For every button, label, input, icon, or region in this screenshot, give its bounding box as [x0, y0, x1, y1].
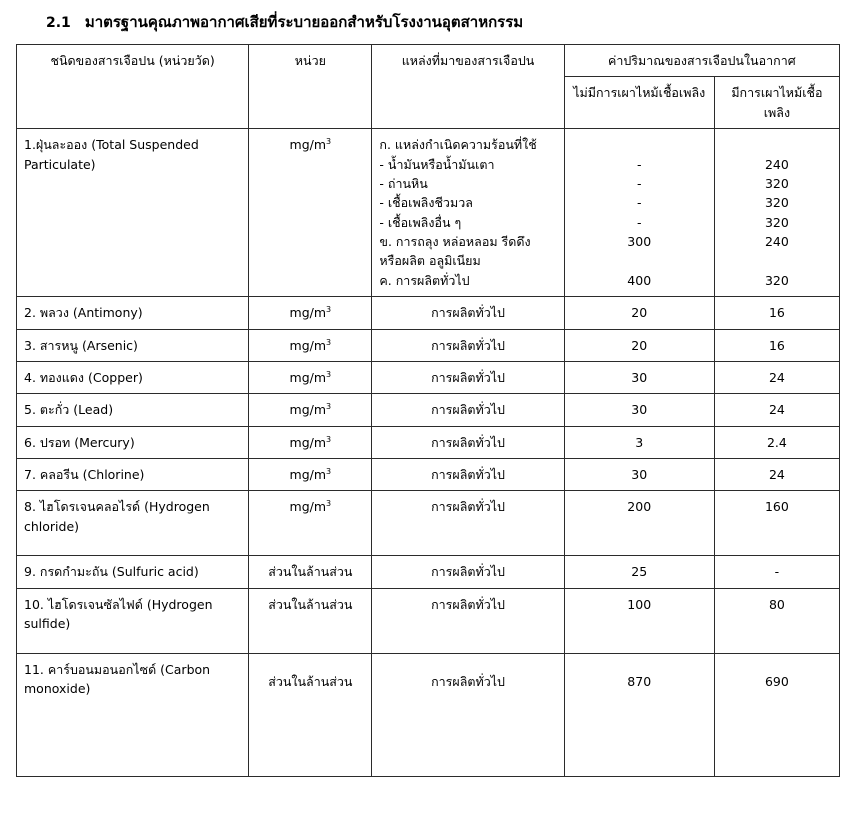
- cell-value-with-fuel: 24: [714, 394, 839, 426]
- unit-text: mg/m: [289, 137, 327, 153]
- source-line: หรือผลิต อลูมิเนียม: [379, 253, 481, 269]
- table-row: [17, 459, 840, 491]
- cell-value-no-fuel: 30: [564, 394, 714, 426]
- table-row: [17, 394, 840, 426]
- table-row: [17, 556, 840, 588]
- source-line: - เชื้อเพลิงอื่น ๆ: [379, 214, 462, 230]
- value-line: [722, 251, 832, 270]
- cell-value-with-fuel: 80: [714, 588, 839, 653]
- cell-unit: [249, 394, 372, 426]
- cell-value-no-fuel: 3: [564, 426, 714, 458]
- value-line: 240: [764, 234, 789, 249]
- source-line: - เชื้อเพลิงชีวมวล: [379, 195, 473, 211]
- unit-exponent: 3: [326, 499, 332, 509]
- cell-value-with-fuel: 690: [714, 653, 839, 776]
- unit-exponent: 3: [326, 402, 332, 412]
- source-line: ข. การถลุง หล่อหลอม รีดดึง: [379, 234, 531, 249]
- cell-type: 2. พลวง (Antimony): [17, 297, 249, 329]
- cell-type: 10. ไฮโดรเจนซัลไฟด์ (Hydrogen sulfide): [17, 588, 249, 653]
- value-line: 320: [764, 195, 789, 211]
- cell-source: การผลิตทั่วไป: [372, 556, 564, 588]
- table-row: [17, 491, 840, 556]
- cell-source: การผลิตทั่วไป: [372, 459, 564, 491]
- cell-source-list: [372, 129, 564, 297]
- cell-value-with-fuel: 160: [714, 491, 839, 556]
- cell-value-with-fuel: 24: [714, 361, 839, 393]
- source-line: - ถ่านหิน: [379, 175, 428, 191]
- air-quality-standards-table: [16, 44, 840, 777]
- unit-text: mg/m: [289, 305, 327, 321]
- cell-unit: [249, 129, 372, 297]
- header-value-group: ค่าปริมาณของสารเจือปนในอากาศ: [564, 45, 839, 77]
- cell-value-no-fuel: 200: [564, 491, 714, 556]
- unit-text: ส่วนในล้านส่วน: [268, 673, 353, 689]
- value-line: 240: [764, 156, 789, 172]
- value-line: 320: [764, 214, 789, 230]
- value-line: 400: [627, 272, 652, 288]
- value-line: -: [636, 156, 642, 172]
- header-source: แหล่งที่มาของสารเจือปน: [372, 45, 564, 129]
- unit-exponent: 3: [326, 337, 332, 347]
- unit-text: mg/m: [289, 467, 327, 482]
- cell-values-with-fuel: [714, 129, 839, 297]
- unit-exponent: 3: [326, 434, 332, 444]
- cell-values-no-fuel: [564, 129, 714, 297]
- table-row: [17, 361, 840, 393]
- cell-source: การผลิตทั่วไป: [372, 297, 564, 329]
- header-type: ชนิดของสารเจือปน (หน่วยวัด): [17, 45, 249, 129]
- cell-value-with-fuel: 16: [714, 329, 839, 361]
- cell-value-with-fuel: 2.4: [714, 426, 839, 458]
- table-row: [17, 653, 840, 776]
- cell-value-no-fuel: 100: [564, 588, 714, 653]
- value-line: -: [636, 214, 642, 230]
- page-title: มาตรฐานคุณภาพอากาศเสียที่ระบายออกสำหรับโรงงานอุตสาหกรรม: [84, 13, 524, 31]
- cell-value-with-fuel: 16: [714, 297, 839, 329]
- table-row: [17, 129, 840, 297]
- cell-unit: [249, 426, 372, 458]
- cell-unit: [249, 491, 372, 556]
- cell-type: 1.ฝุ่นละออง (Total Suspended Particulate): [17, 129, 249, 297]
- value-line: [572, 251, 707, 270]
- source-line: ก. แหล่งกำเนิดความร้อนที่ใช้: [379, 137, 537, 153]
- table-row: [17, 329, 840, 361]
- cell-type: 6. ปรอท (Mercury): [17, 426, 249, 458]
- cell-type: 7. คลอรีน (Chlorine): [17, 459, 249, 491]
- cell-type: 9. กรดกำมะถัน (Sulfuric acid): [17, 556, 249, 588]
- header-value-with-fuel: มีการเผาไหม้เชื้อเพลิง: [714, 77, 839, 129]
- value-line: [722, 135, 832, 154]
- value-line: -: [636, 175, 642, 191]
- cell-value-no-fuel: 25: [564, 556, 714, 588]
- cell-unit: [249, 459, 372, 491]
- cell-source: การผลิตทั่วไป: [372, 491, 564, 556]
- cell-source: การผลิตทั่วไป: [372, 329, 564, 361]
- unit-text: mg/m: [289, 337, 327, 353]
- unit-exponent: 3: [326, 466, 332, 476]
- section-heading: [46, 10, 838, 34]
- value-line: 320: [764, 175, 789, 191]
- cell-source: การผลิตทั่วไป: [372, 426, 564, 458]
- cell-value-no-fuel: 30: [564, 459, 714, 491]
- cell-source: การผลิตทั่วไป: [372, 653, 564, 776]
- section-number: 2.1: [46, 15, 71, 31]
- unit-exponent: 3: [326, 304, 332, 314]
- cell-source: การผลิตทั่วไป: [372, 394, 564, 426]
- cell-value-with-fuel: -: [714, 556, 839, 588]
- cell-source: การผลิตทั่วไป: [372, 361, 564, 393]
- value-line: 320: [764, 272, 789, 288]
- cell-type: 4. ทองแดง (Copper): [17, 361, 249, 393]
- table-head: [17, 45, 840, 129]
- table-row: [17, 297, 840, 329]
- table-header-row-1: [17, 45, 840, 77]
- cell-unit: [249, 653, 372, 776]
- source-line: ค. การผลิตทั่วไป: [379, 272, 470, 288]
- header-unit: หน่วย: [249, 45, 372, 129]
- cell-type: 3. สารหนู (Arsenic): [17, 329, 249, 361]
- table-body: [17, 129, 840, 777]
- table-row: [17, 426, 840, 458]
- cell-value-with-fuel: 24: [714, 459, 839, 491]
- cell-type: 8. ไฮโดรเจนคลอไรด์ (Hydrogen chloride): [17, 491, 249, 556]
- cell-unit: [249, 588, 372, 653]
- value-line: 300: [627, 234, 652, 249]
- source-line: - น้ำมันหรือน้ำมันเตา: [379, 156, 495, 172]
- cell-value-no-fuel: 20: [564, 297, 714, 329]
- cell-source: การผลิตทั่วไป: [372, 588, 564, 653]
- cell-unit: [249, 297, 372, 329]
- unit-text: ส่วนในล้านส่วน: [268, 596, 353, 612]
- value-line: [572, 135, 707, 154]
- table-row: [17, 588, 840, 653]
- cell-unit: [249, 329, 372, 361]
- unit-exponent: 3: [326, 136, 332, 146]
- unit-text: mg/m: [289, 434, 327, 450]
- unit-text: mg/m: [289, 499, 327, 515]
- unit-text: mg/m: [289, 369, 327, 385]
- cell-type: 11. คาร์บอนมอนอกไซด์ (Carbon monoxide): [17, 653, 249, 776]
- header-value-no-fuel: ไม่มีการเผาไหม้เชื้อเพลิง: [564, 77, 714, 129]
- unit-text: ส่วนในล้านส่วน: [268, 564, 353, 580]
- cell-unit: [249, 361, 372, 393]
- value-line: -: [636, 195, 642, 211]
- cell-type: 5. ตะกั่ว (Lead): [17, 394, 249, 426]
- cell-value-no-fuel: 870: [564, 653, 714, 776]
- cell-value-no-fuel: 20: [564, 329, 714, 361]
- unit-exponent: 3: [326, 369, 332, 379]
- unit-text: mg/m: [289, 402, 327, 418]
- cell-value-no-fuel: 30: [564, 361, 714, 393]
- cell-unit: [249, 556, 372, 588]
